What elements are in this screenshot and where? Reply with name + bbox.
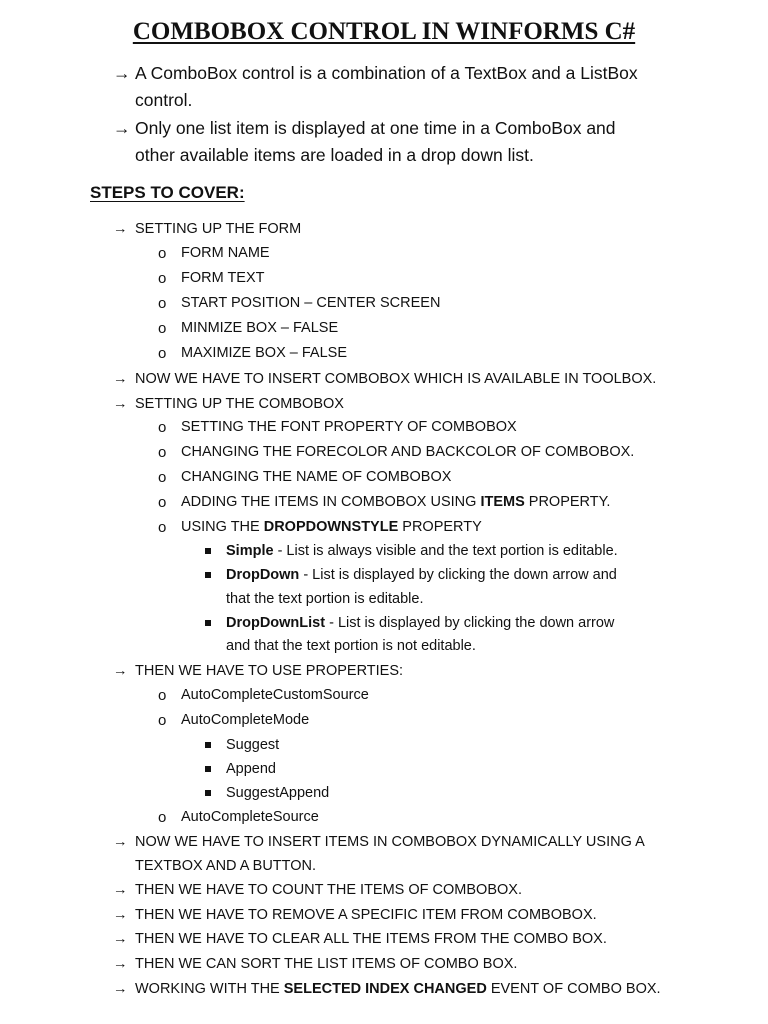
circle-bullet-icon: o xyxy=(158,270,167,287)
arrow-icon: → xyxy=(113,396,128,412)
bold-text: SELECTED INDEX CHANGED xyxy=(283,981,487,997)
circle-bullet-icon: o xyxy=(158,809,167,826)
step-insert-dynamically-cont: TEXTBOX AND A BUTTON. xyxy=(135,858,317,874)
bold-text: DROPDOWNSTYLE xyxy=(263,519,399,535)
intro-bullet-2-line-1: Only one list item is displayed at one time in a ComboBox and xyxy=(135,118,616,138)
circle-bullet-icon: o xyxy=(158,245,167,262)
arrow-icon: → xyxy=(113,907,128,923)
arrow-icon: → xyxy=(113,882,128,898)
style-simple xyxy=(226,543,618,559)
text-part: PROPERTY. xyxy=(524,494,611,510)
sub-item: SETTING THE FONT PROPERTY OF COMBOBOX xyxy=(181,419,517,435)
intro-bullet-1 xyxy=(113,63,638,84)
circle-bullet-icon: o xyxy=(158,345,167,362)
arrow-icon: → xyxy=(113,118,131,138)
square-bullet-icon xyxy=(205,572,211,578)
mode-item: SuggestAppend xyxy=(226,785,330,801)
arrow-icon: → xyxy=(113,834,128,850)
step-text: SETTING UP THE COMBOBOX xyxy=(135,396,344,412)
step-selected-index-changed xyxy=(113,981,661,997)
sub-item: AutoCompleteCustomSource xyxy=(181,687,369,703)
intro-bullet-2-line-2: other available items are loaded in a drop down list. xyxy=(135,145,534,165)
intro-bullet-2 xyxy=(113,118,616,139)
step-text: NOW WE HAVE TO INSERT COMBOBOX WHICH IS AVAILABLE IN TOOLBOX. xyxy=(135,371,657,387)
step-text: THEN WE HAVE TO REMOVE A SPECIFIC ITEM FROM COMBOBOX. xyxy=(135,907,597,923)
step-text: THEN WE HAVE TO USE PROPERTIES: xyxy=(135,663,404,679)
square-bullet-icon xyxy=(205,620,211,626)
step-text: THEN WE CAN SORT THE LIST ITEMS OF COMBO BOX. xyxy=(135,956,518,972)
page-title: COMBOBOX CONTROL IN WINFORMS C# xyxy=(132,18,636,45)
arrow-icon: → xyxy=(113,221,128,237)
text-part: USING THE xyxy=(181,519,264,535)
sub-item: MINMIZE BOX – FALSE xyxy=(181,320,339,336)
square-bullet-icon xyxy=(205,766,211,772)
text-part: - List is always visible and the text portion is editable. xyxy=(273,543,618,559)
step-text: SETTING UP THE FORM xyxy=(135,221,302,237)
style-dropdown-cont: that the text portion is editable. xyxy=(226,591,424,607)
circle-bullet-icon: o xyxy=(158,295,167,312)
square-bullet-icon xyxy=(205,742,211,748)
text-part: - List is displayed by clicking the down arrow and xyxy=(299,567,617,583)
bold-text: DropDown xyxy=(226,567,300,583)
circle-bullet-icon: o xyxy=(158,419,167,436)
steps-heading: STEPS TO COVER: xyxy=(90,183,245,202)
bold-text: Simple xyxy=(226,543,274,559)
step-remove-item xyxy=(113,907,597,923)
arrow-icon: → xyxy=(113,663,128,679)
step-sort-items xyxy=(113,956,517,972)
arrow-icon: → xyxy=(113,956,128,972)
step-insert-dynamically xyxy=(113,834,645,850)
circle-bullet-icon: o xyxy=(158,494,167,511)
text-part: PROPERTY xyxy=(398,519,482,535)
sub-item: MAXIMIZE BOX – FALSE xyxy=(181,345,347,361)
sub-item-items-property xyxy=(181,494,610,510)
style-dropdown xyxy=(226,567,617,583)
sub-item: FORM TEXT xyxy=(181,270,265,286)
arrow-icon: → xyxy=(113,371,128,387)
square-bullet-icon xyxy=(205,790,211,796)
mode-item: Append xyxy=(226,761,276,777)
circle-bullet-icon: o xyxy=(158,712,167,729)
intro-bullet-1-line-2: control. xyxy=(135,90,193,110)
step-setting-up-form xyxy=(113,221,301,237)
bold-text: DropDownList xyxy=(226,615,326,631)
step-text: THEN WE HAVE TO COUNT THE ITEMS OF COMBOBOX. xyxy=(135,882,522,898)
step-count-items xyxy=(113,882,522,898)
step-insert-combobox xyxy=(113,371,656,387)
step-use-properties xyxy=(113,663,403,679)
mode-item: Suggest xyxy=(226,737,280,753)
text-part: ADDING THE ITEMS IN COMBOBOX USING xyxy=(181,494,481,510)
circle-bullet-icon: o xyxy=(158,320,167,337)
step-clear-items xyxy=(113,931,607,947)
text-part: WORKING WITH THE xyxy=(135,981,284,997)
intro-bullet-1-line-1: A ComboBox control is a combination of a TextBox and a ListBox xyxy=(135,63,638,83)
square-bullet-icon xyxy=(205,548,211,554)
arrow-icon: → xyxy=(113,63,131,83)
arrow-icon: → xyxy=(113,981,128,997)
arrow-icon: → xyxy=(113,931,128,947)
step-text: THEN WE HAVE TO CLEAR ALL THE ITEMS FROM THE COMBO BOX. xyxy=(135,931,607,947)
circle-bullet-icon: o xyxy=(158,444,167,461)
circle-bullet-icon: o xyxy=(158,469,167,486)
sub-item-dropdownstyle xyxy=(181,519,482,535)
sub-item: FORM NAME xyxy=(181,245,270,261)
sub-item: AutoCompleteSource xyxy=(181,809,319,825)
step-setting-up-combobox xyxy=(113,396,344,412)
style-dropdownlist-cont: and that the text portion is not editable. xyxy=(226,638,476,654)
sub-item: START POSITION – CENTER SCREEN xyxy=(181,295,441,311)
step-text: NOW WE HAVE TO INSERT ITEMS IN COMBOBOX DYNAMICALLY USING A xyxy=(135,834,645,850)
sub-item: CHANGING THE FORECOLOR AND BACKCOLOR OF COMBOBOX. xyxy=(181,444,635,460)
text-part: - List is displayed by clicking the down arrow xyxy=(325,615,615,631)
sub-item: AutoCompleteMode xyxy=(181,712,310,728)
circle-bullet-icon: o xyxy=(158,687,167,704)
style-dropdownlist xyxy=(226,615,614,631)
circle-bullet-icon: o xyxy=(158,519,167,536)
sub-item: CHANGING THE NAME OF COMBOBOX xyxy=(181,469,452,485)
bold-text: ITEMS xyxy=(480,494,525,510)
text-part: EVENT OF COMBO BOX. xyxy=(486,981,661,997)
